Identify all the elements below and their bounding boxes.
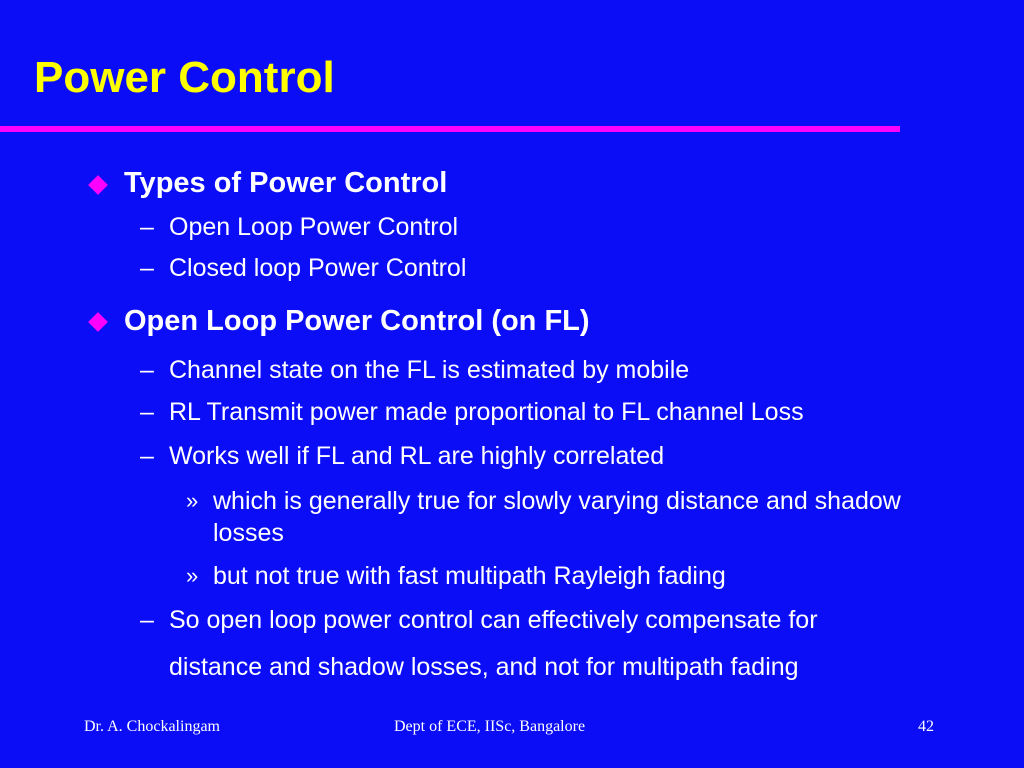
title-divider [0,126,900,132]
diamond-bullet-icon [88,175,108,195]
dash-marker: – [140,442,154,470]
dash-marker: – [140,356,154,384]
raquo-marker: » [186,563,199,588]
slide-title: Power Control [34,53,335,102]
dash-marker: – [140,213,154,241]
sub-item-slowly-varying: which is generally true for slowly varying distance and shadow losses [213,487,901,547]
list-item-channel-state: Channel state on the FL is estimated by mobile [169,356,690,384]
list-item-works-well: Works well if FL and RL are highly correlated [169,442,665,470]
diamond-bullet-icon [88,312,108,332]
section-heading-types: Types of Power Control [124,167,448,199]
dash-marker: – [140,606,154,634]
list-item-so-open-loop-line1: So open loop power control can effectively compensate for [169,606,818,634]
dash-marker: – [140,398,154,426]
dash-marker: – [140,254,154,282]
sub-item-rayleigh: but not true with fast multipath Rayleigh fading [213,562,726,590]
section-heading-open-loop-fl: Open Loop Power Control (on FL) [124,305,590,337]
list-item-open-loop: Open Loop Power Control [169,213,459,241]
raquo-marker: » [186,488,199,513]
list-item-rl-transmit: RL Transmit power made proportional to FL channel Loss [169,398,804,426]
footer-dept: Dept of ECE, IISc, Bangalore [394,718,586,735]
footer-page-number: 42 [918,718,934,735]
list-item-closed-loop: Closed loop Power Control [169,254,467,282]
list-item-so-open-loop-line2: distance and shadow losses, and not for multipath fading [169,653,799,681]
footer-author: Dr. A. Chockalingam [84,718,220,735]
